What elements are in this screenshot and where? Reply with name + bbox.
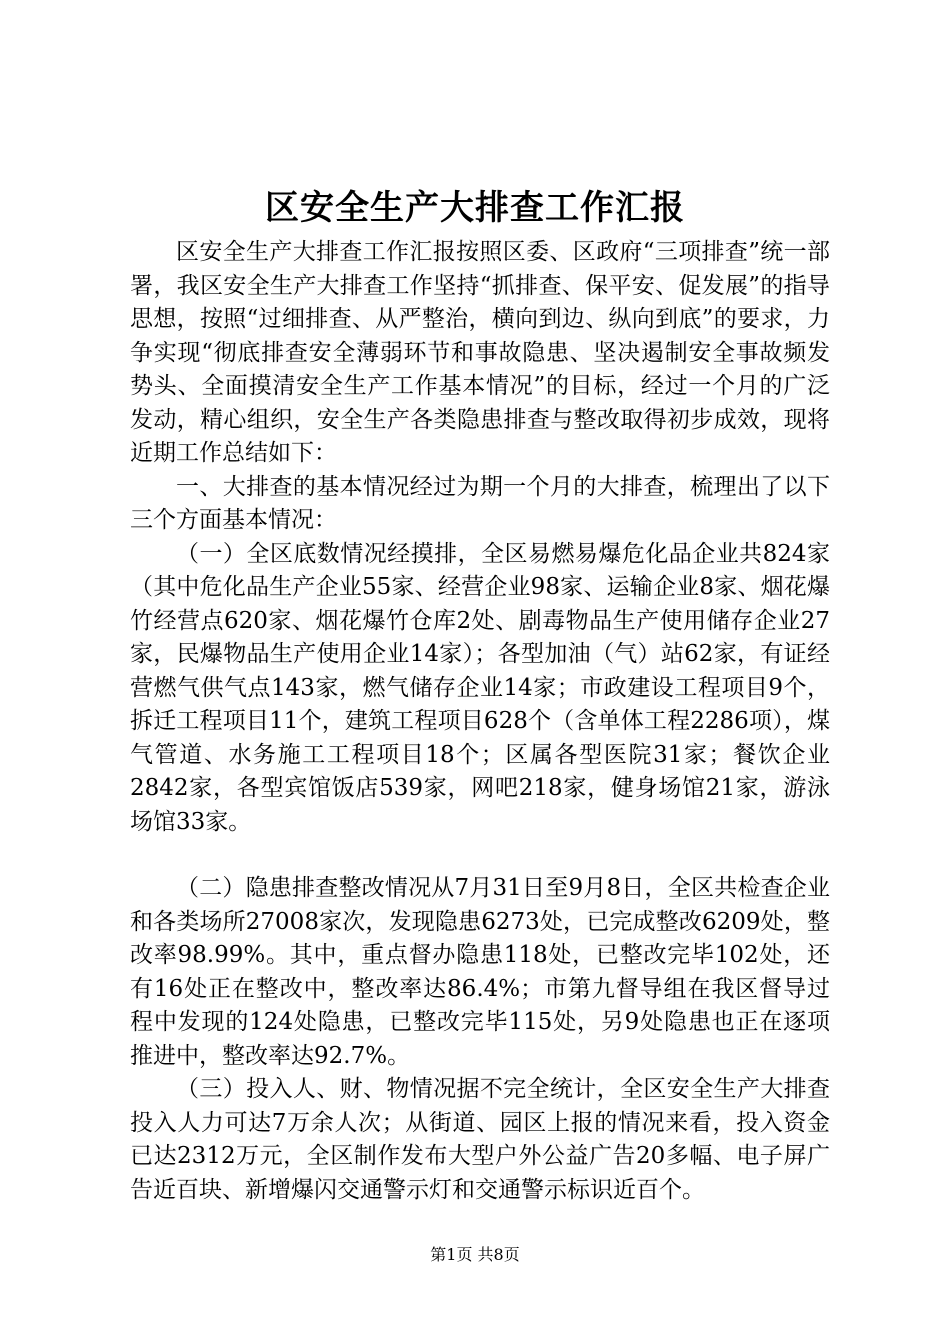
paragraph-hazard-rectification: （二）隐患排查整改情况从7月31日至9月8日，全区共检查企业和各类场所27008家次，发现隐患6273处，已完成整改6209处，整改率98.99%。其中，重点督办隐患118处，已整改完毕102处，还有16处正在整改中，整改率达86.4%；市第九督导组在我区督导过程中发现的124处隐患，已整改完毕115处，另9处隐患也正在逐项推进中，整改率达92.7%。	[130, 875, 830, 1069]
paragraph-investment: （三）投入人、财、物情况据不完全统计，全区安全生产大排查投入人力可达7万余人次；从街道、园区上报的情况来看，投入资金已达2312万元，全区制作发布大型户外公益广告20多幅、电子屏广告近百块、新增爆闪交通警示灯和交通警示标识近百个。	[130, 1076, 830, 1203]
page-indicator: 第1页 共8页	[430, 1245, 520, 1264]
document-title: 区安全生产大排查工作汇报	[265, 188, 685, 228]
paragraph-base-figures: （一）全区底数情况经摸排，全区易燃易爆危化品企业共824家（其中危化品生产企业55家、经营企业98家、运输企业8家、烟花爆竹经营点620家、烟花爆竹仓库2处、剧毒物品生产使用储存企业27家，民爆物品生产使用企业14家）；各型加油（气）站62家，有证经营燃气供气点143家，燃气储存企业14家；市政建设工程项目9个，拆迁工程项目11个，建筑工程项目628个（含单体工程2286项），煤气管道、水务施工工程项目18个；区属各型医院31家；餐饮企业2842家，各型宾馆饭店539家，网吧218家，健身场馆21家，游泳场馆33家。	[130, 540, 830, 835]
document-body	[130, 236, 830, 1207]
paragraph-section-one: 一、大排查的基本情况经过为期一个月的大排查，梳理出了以下三个方面基本情况：	[130, 473, 830, 533]
paragraph-intro: 区安全生产大排查工作汇报按照区委、区政府“三项排查”统一部署，我区安全生产大排查工作坚持“抓排查、保平安、促发展”的指导思想，按照“过细排查、从严整治，横向到边、纵向到底”的要求，力争实现“彻底排查安全薄弱环节和事故隐患、坚决遏制安全事故频发势头、全面摸清安全生产工作基本情况”的目标，经过一个月的广泛发动，精心组织，安全生产各类隐患排查与整改取得初步成效，现将近期工作总结如下：	[130, 239, 830, 466]
